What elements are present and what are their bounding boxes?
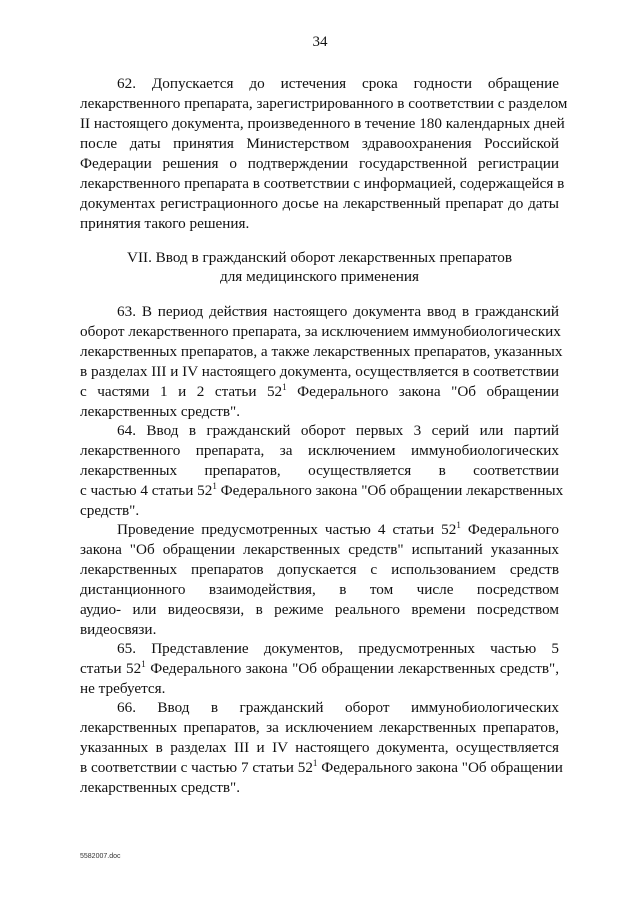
superscript: 1	[212, 481, 217, 491]
text-segment: Федерального закона "Об обращении лекарственных средств",	[145, 660, 559, 677]
text-line	[80, 382, 559, 402]
text-segment: Федерального закона "Об обращении лекарственных	[216, 482, 564, 499]
text-line: документах регистрационного досье на лекарственный препарат до даты	[80, 195, 559, 212]
text-line: указанных в разделах III и IV настоящего документа, осуществляется	[80, 739, 559, 756]
text-line: не требуется.	[80, 680, 166, 697]
text-segment: в соответствии с частью 7 статьи 52	[80, 759, 313, 776]
text-segment: Проведение предусмотренных частью 4 статьи 52	[117, 521, 457, 538]
text-line: аудио- или видеосвязи, в режиме реального времени посредством	[80, 601, 559, 618]
text-line: 63. В период действия настоящего документа ввод в гражданский	[117, 303, 559, 320]
section-title-line: для медицинского применения	[220, 268, 419, 285]
text-segment: Федерального	[460, 521, 559, 538]
section-title-line: VII. Ввод в гражданский оборот лекарственных препаратов	[126, 249, 512, 266]
text-line: закона "Об обращении лекарственных средств" испытаний указанных	[80, 541, 559, 558]
text-line: 64. Ввод в гражданский оборот первых 3 серий или партий	[117, 422, 559, 439]
text-line: принятия такого решения.	[80, 215, 250, 232]
text-line: лекарственных препаратов, осуществляется в соответствии	[80, 462, 559, 479]
document-id: 5582007.doc	[80, 853, 121, 860]
text-segment: с частями 1 и 2 статьи 52	[80, 383, 283, 400]
text-line: после даты принятия Министерством здравоохранения Российской	[80, 135, 559, 152]
text-line: лекарственных средств".	[80, 403, 241, 420]
text-segment: с частью 4 статьи 52	[80, 482, 213, 499]
superscript: 1	[456, 520, 461, 530]
text-line: лекарственного препарата, зарегистрированного в соответствии с разделом	[80, 95, 568, 112]
text-segment: статьи 52	[80, 660, 142, 677]
text-line: средств".	[80, 502, 140, 519]
text-line: видеосвязи.	[80, 621, 157, 638]
page-number: 34	[312, 34, 328, 50]
text-line: лекарственных препаратов, за исключением лекарственных препаратов,	[80, 719, 559, 736]
text-line: лекарственных препаратов, а также лекарственных препаратов, указанных	[80, 343, 563, 360]
text-line: II настоящего документа, произведенного в течение 180 календарных дней	[80, 115, 565, 132]
text-line	[80, 758, 563, 778]
text-line: в разделах III и IV настоящего документа, осуществляется в соответствии	[80, 363, 559, 380]
text-segment: Федерального закона "Об обращении	[317, 759, 563, 776]
text-line: Федерации решения о подтверждении государственной регистрации	[80, 155, 559, 172]
text-line: 65. Представление документов, предусмотренных частью 5	[117, 640, 559, 657]
text-line: лекарственных препаратов допускается с использованием средств	[80, 561, 559, 578]
text-line: оборот лекарственного препарата, за исключением иммунобиологических	[80, 323, 561, 340]
superscript: 1	[282, 382, 287, 392]
superscript: 1	[141, 659, 146, 669]
text-line	[80, 659, 559, 679]
text-line: дистанционного взаимодействия, в том числе посредством	[80, 581, 559, 598]
text-line	[117, 520, 559, 540]
text-line	[80, 481, 564, 501]
superscript: 1	[312, 758, 318, 768]
text-line: лекарственных средств".	[80, 779, 241, 796]
text-line: 62. Допускается до истечения срока годности обращение	[117, 75, 559, 92]
text-line: лекарственного препарата, за исключением иммунобиологических	[80, 442, 559, 459]
text-line: 66. Ввод в гражданский оборот иммунобиологических	[117, 699, 559, 716]
text-segment: Федерального закона "Об обращении	[286, 383, 559, 400]
text-line: лекарственного препарата в соответствии с информацией, содержащейся в	[80, 175, 565, 192]
